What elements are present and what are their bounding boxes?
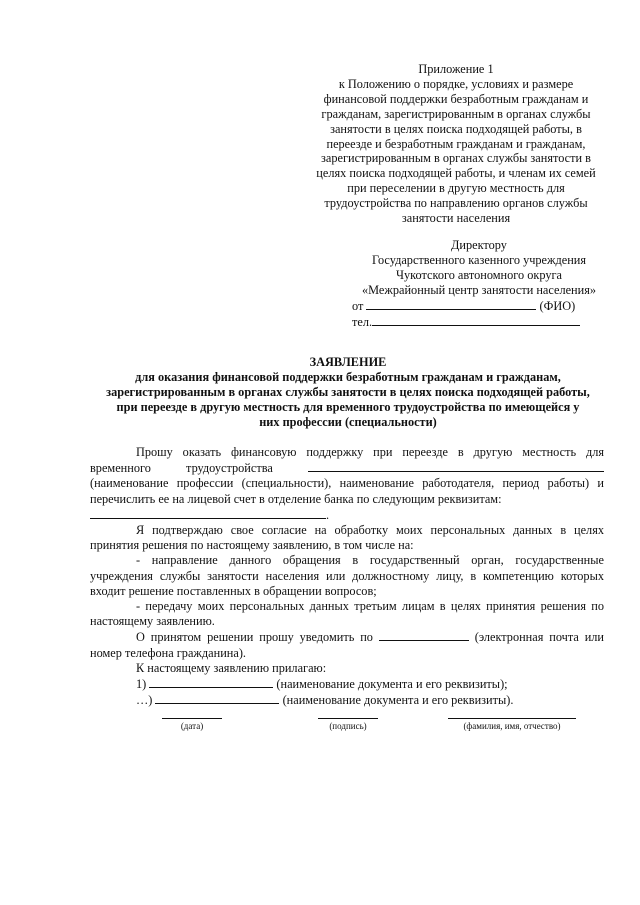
addressee-line: Чукотского автономного округа [396,268,562,282]
attachment-field[interactable] [149,676,273,688]
appendix-line: к Положению о порядке, условиях и размере [338,76,574,91]
attachment-field[interactable] [155,692,279,704]
date-caption: (дата) [180,721,204,731]
appendix-line: гражданам, зарегистрированным в органах службы [321,106,591,121]
subtitle-line: при переезде в другую местность для временного трудоустройства по имеющейся у [116,400,580,414]
title-block [84,355,612,430]
attachment-item [90,692,604,708]
appendix-line: финансовой поддержки безработным гражданам и [323,91,589,106]
request-text-end: (наименование профессии (специальности), наименование работодателя, период работы) и перечислить ее на лицевой счет в отделение банка по следующим реквизитам: [90,476,604,506]
addressee-line: «Межрайонный центр занятости населения» [361,283,597,297]
fullname-signature-field[interactable] [448,718,576,732]
contact-field[interactable] [379,629,469,641]
profession-field[interactable] [308,460,604,472]
appendix-line: трудоустройства по направлению органов службы [324,196,588,211]
signature-line [318,718,378,719]
appendix-line: целях поиска подходящей работы, и членам их семей [316,166,596,181]
date-signature-field[interactable] [162,718,222,732]
from-row [336,298,622,314]
from-name-field[interactable] [366,298,536,310]
date-line [162,718,222,719]
request-paragraph [90,445,604,507]
phone-row [336,314,622,330]
appendix-line: Приложение 1 [418,62,494,76]
attachment-item [90,676,604,692]
phone-label: тел. [352,315,373,329]
from-suffix: (ФИО) [539,299,576,313]
attachment-number: …) [136,693,153,708]
consent-item: - направление данного обращения в государственный орган, государственные учреждения службы занятости населения или должностному лицу, в компетенцию которых входит решение поставленных в обращении вопросов; [90,553,604,598]
signature-caption: (подпись) [329,721,367,731]
signature-field[interactable] [318,718,378,732]
appendix-line: зарегистрированным в органах службы занятости в [321,151,591,166]
addressee-line: Директору [451,238,507,252]
appendix-line: при переселении в другую местность для [347,181,565,196]
subtitle-line: для оказания финансовой поддержки безработным гражданам и гражданам, [135,370,561,384]
notify-text: О принятом решении прошу уведомить по [136,630,373,645]
consent-item: - передачу моих персональных данных третьим лицам в целях принятия решения по настоящему заявлению. [90,599,604,629]
addressee-block [336,238,622,330]
fullname-caption: (фамилия, имя, отчество) [463,721,561,731]
attachment-number: 1) [136,677,147,692]
bank-details-row: . [90,507,604,523]
appendix-line: занятости населения [401,211,511,226]
notify-text-end: (электронная почта или номер телефона гражданина). [90,630,605,660]
from-label: от [352,299,364,313]
consent-paragraph: Я подтверждаю свое согласие на обработку моих персональных данных в целях принятия решения по настоящему заявлению, в том числе на: [90,523,604,553]
phone-field[interactable] [372,314,580,326]
page-title: ЗАЯВЛЕНИЕ [309,355,387,369]
subtitle-line: зарегистрированным в органах службы занятости в целях поиска подходящей работы, [106,385,590,399]
attachment-text: (наименование документа и его реквизиты). [282,693,514,708]
attachments-heading: К настоящему заявлению прилагаю: [136,660,327,675]
appendix-block [296,62,616,226]
fullname-line [448,718,576,719]
appendix-line: переезде и безработным гражданам и гражданам, [326,136,586,151]
bank-details-field[interactable] [90,507,326,519]
appendix-line: занятости в целях поиска подходящей работы, в [330,121,582,136]
request-text: Прошу оказать финансовую поддержку при переезде в другую местность для временного трудоустройства [90,445,604,476]
attachment-text: (наименование документа и его реквизиты); [276,677,508,692]
addressee-line: Государственного казенного учреждения [371,253,587,267]
statement-body [90,445,604,708]
subtitle-line: них профессии (специальности) [259,415,437,429]
notify-paragraph [90,629,604,660]
